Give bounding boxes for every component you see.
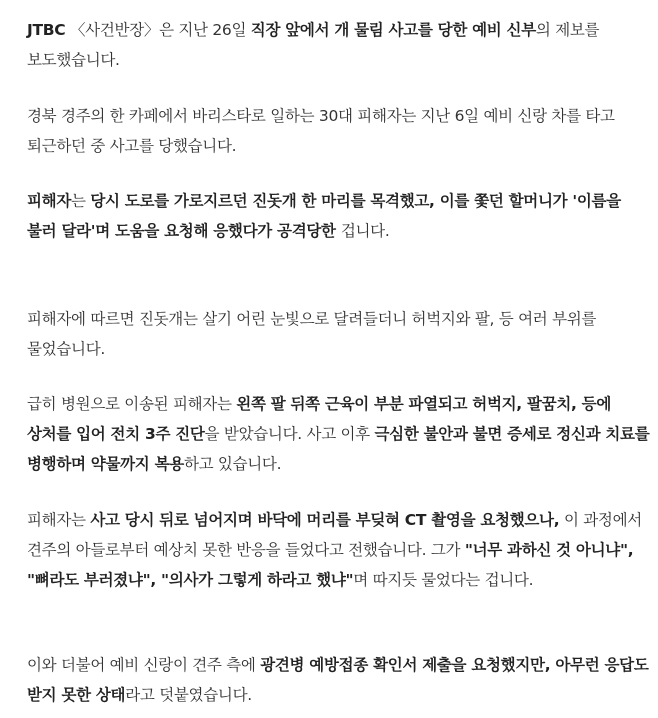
paragraph-3 [27,186,652,246]
text-segment: 은 지난 26일 [159,21,251,39]
text-segment: 을 받았습니다. 사고 이후 [204,425,375,443]
text-segment: 피해자는 [27,511,91,529]
bold-segment: 피해자 [27,192,72,210]
paragraph-7 [27,650,652,710]
text-segment: 는 [71,192,91,210]
text-segment: 하고 있습니다. [183,455,282,473]
text-segment: 겁니다. [340,222,390,240]
paragraph-6 [27,505,652,595]
quote-segment: "너무 과하신 것 아니냐", "뼈라도 부러졌냐", "의사가 그렇게 하라고 했냐" [27,541,634,589]
broadcaster-name: JTBC [27,21,66,39]
text-segment: 급히 병원으로 이송된 피해자는 [27,395,237,413]
bold-segment: 사고 당시 뒤로 넘어지며 바닥에 머리를 부딪혀 CT 촬영을 요청했으나, [90,511,560,529]
paragraph-4 [27,304,652,364]
bold-segment: 광견병 예방접종 확인서 제출을 요청했지만, 아무런 응답도 받지 못한 상태 [27,656,649,704]
bold-segment: 이를 쫓던 할머니가 '이름을 불러 달라' [27,192,621,240]
text-segment: 경북 경주의 한 카페에서 바리스타로 일하는 30대 피해자는 지난 6일 예비 신랑 차를 타고 퇴근하던 중 사고를 당했습니다. [27,107,615,155]
paragraph-2 [27,101,652,161]
paragraph-5 [27,389,652,479]
bold-segment: 극심한 불안과 불면 증세로 정신과 치료를 병행하며 약물까지 복용 [27,425,650,473]
text-segment: 며 따지듯 물었다는 겁니다. [353,571,534,589]
text-segment: 이와 더불어 예비 신랑이 견주 측에 [27,656,261,674]
bold-segment: 당시 도로를 가로지르던 진돗개 한 마리를 목격했고, [90,192,435,210]
text-segment: 의 제보를 보도했습니다. [27,21,600,69]
bold-segment: 며 도움을 요청해 응했다가 공격당한 [95,222,341,240]
bold-segment: 직장 앞에서 개 물림 사고를 당한 예비 신부 [250,21,536,39]
text-segment: 피해자에 따르면 진돗개는 살기 어린 눈빛으로 달려들더니 허벅지와 팔, 등 여러 부위를 물었습니다. [27,310,597,358]
bold-segment: 왼쪽 팔 뒤쪽 근육이 부분 파열되고 허벅지, 팔꿈치, 등에 상처를 입어 전치 3주 진단 [27,395,612,443]
paragraph-1 [27,15,652,75]
program-name: 〈사건반장〉 [65,21,160,39]
text-segment: 이 과정에서 견주의 아들로부터 예상치 못한 반응을 들었다고 전했습니다. 그가 [27,511,642,559]
text-segment: 라고 덧붙였습니다. [125,686,252,704]
